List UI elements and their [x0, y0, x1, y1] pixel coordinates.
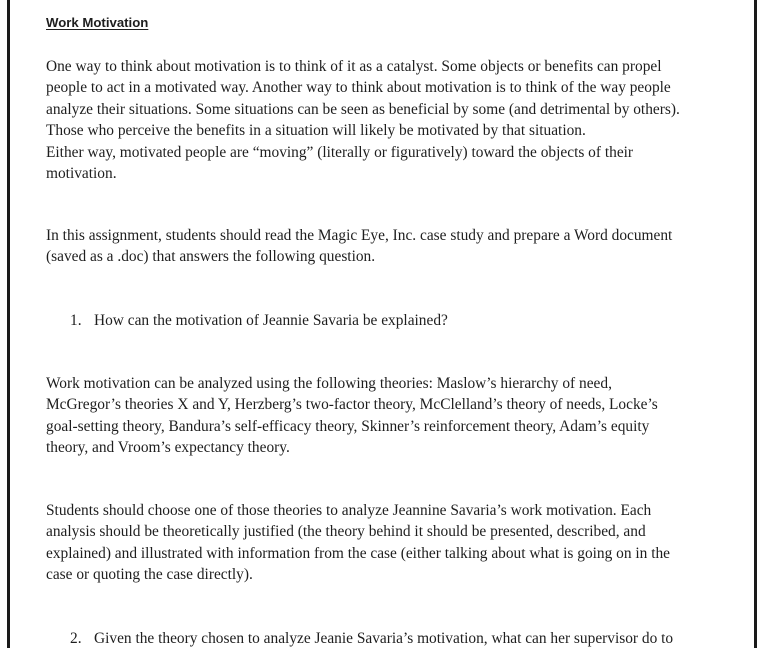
- paragraph-line: analyze their situations. Some situations can be seen as beneficial by some (and detrimental by others).: [46, 100, 680, 118]
- paragraph-line: In this assignment, students should read the Magic Eye, Inc. case study and prepare a Word document: [46, 227, 673, 244]
- paragraph-line: McGregor’s theories X and Y, Herzberg’s two-factor theory, McClelland’s theory of needs, Locke’s: [46, 396, 658, 414]
- question-2: [70, 628, 673, 649]
- paragraph-line: theory, and Vroom’s expectancy theory.: [46, 439, 290, 457]
- document-heading: Work Motivation: [46, 15, 149, 30]
- paragraph-line: goal-setting theory, Bandura’s self-efficacy theory, Skinner’s reinforcement theory, Adam’s equity: [46, 417, 650, 435]
- paragraph-line: motivation.: [46, 165, 117, 183]
- question-number: 1.: [70, 312, 82, 329]
- question-number: 2.: [70, 630, 82, 647]
- question-1: [70, 310, 448, 331]
- paragraph-line: Work motivation can be analyzed using the following theories: Maslow’s hierarchy of need,: [46, 375, 612, 392]
- paragraph-line: explained) and illustrated with information from the case (either talking about what is going on in the: [46, 544, 671, 562]
- question-text: How can the motivation of Jeannie Savaria be explained?: [94, 312, 448, 329]
- paragraph-line: One way to think about motivation is to think of it as a catalyst. Some objects or benefits can propel: [46, 58, 662, 75]
- question-text: Given the theory chosen to analyze Jeanie Savaria’s motivation, what can her supervisor do to: [94, 630, 674, 647]
- paragraph-line: case or quoting the case directly).: [46, 566, 253, 584]
- paragraph-line: Students should choose one of those theories to analyze Jeannine Savaria’s work motivation. Each: [46, 502, 652, 519]
- page-left-border: [7, 0, 10, 648]
- paragraph-instructions: [46, 500, 670, 586]
- page-right-border: [754, 0, 757, 648]
- paragraph-line: (saved as a .doc) that answers the following question.: [46, 248, 376, 266]
- paragraph-catalyst: [46, 56, 680, 184]
- paragraph-line: Either way, motivated people are “moving” (literally or figuratively) toward the objects of their: [46, 143, 634, 161]
- paragraph-line: analysis should be theoretically justified (the theory behind it should be presented, described, and: [46, 523, 646, 541]
- paragraph-theories: [46, 373, 658, 459]
- paragraph-line: Those who perceive the benefits in a situation will likely be motivated by that situation.: [46, 122, 586, 140]
- paragraph-line: people to act in a motivated way. Another way to think about motivation is to think of the way people: [46, 79, 671, 97]
- paragraph-assignment: [46, 225, 672, 268]
